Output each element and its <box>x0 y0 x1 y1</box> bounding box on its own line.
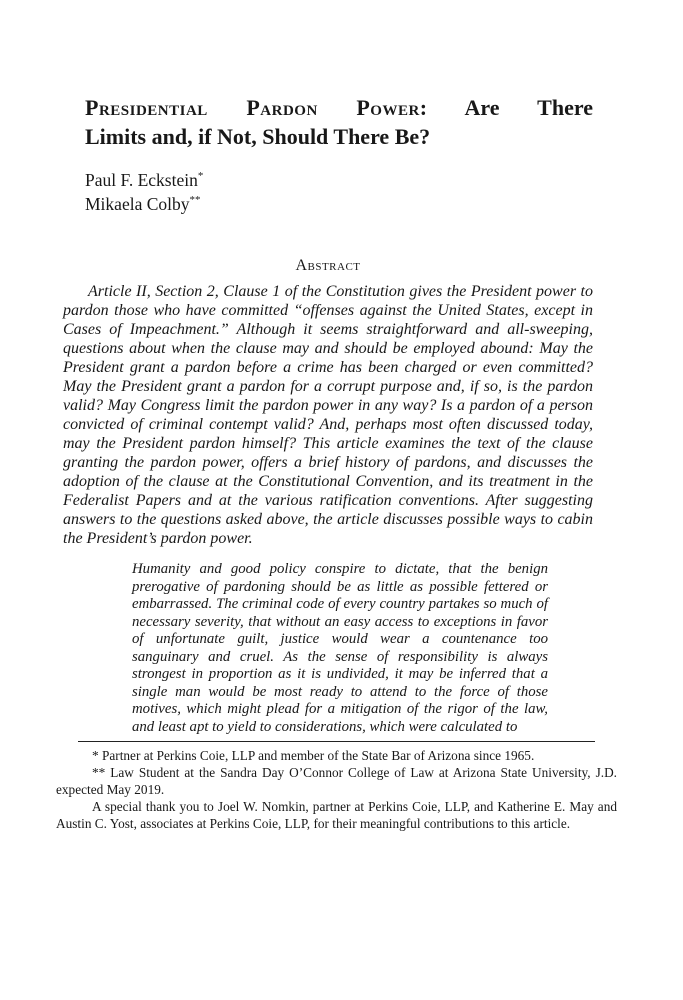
footnote-mark: * <box>92 748 99 763</box>
title-line2: Limits and, if Not, Should There Be? <box>85 124 431 149</box>
footnote <box>56 798 617 832</box>
author-block <box>85 168 593 216</box>
article-title <box>85 0 593 151</box>
footnote-text: A special thank you to Joel W. Nomkin, partner at Perkins Coie, LLP, and Katherine E. May and Austin C. Yost, associates at Perkins Coie, LLP, for their meaningful contributions to this article. <box>56 799 617 831</box>
footnote-separator <box>78 741 595 742</box>
footnote <box>56 764 617 798</box>
abstract-heading-label: Abstract <box>295 257 361 274</box>
footnote-text: Law Student at the Sandra Day O’Connor College of Law at Arizona State University, J.D. expected May 2019. <box>56 765 617 797</box>
footnote <box>56 747 617 764</box>
footnote-block <box>56 747 617 832</box>
block-quote: Humanity and good policy conspire to dictate, that the benign prerogative of pardoning should be as little as possible fettered or embarrassed. The criminal code of every country partakes so much of necessary severity, that without an easy access to exceptions in favor of unfortunate guilt, justice would wear a countenance too sanguinary and cruel. As the sense of responsibility is always strongest in proportion as it is undivided, it may be inferred that a single man would be most ready to attend to the force of those motives, which might plead for a mitigation of the rigor of the law, and least apt to yield to considerations, which were calculated to <box>132 561 548 735</box>
abstract-text: Article II, Section 2, Clause 1 of the Constitution gives the President power to pardon those who have committed “offenses against the United States, except in Cases of Impeachment.” Although it seems straightforward and all-sweeping, questions about when the clause may and should be employed abound: May the President grant a pardon before a crime has been charged or even committed? May the President grant a pardon for a corrupt purpose and, if so, is the pardon valid? May Congress limit the pardon power in any way? Is a pardon of a person convicted of criminal contempt valid? And, perhaps most often discussed today, may the President pardon himself? This article examines the text of the clause granting the pardon power, offers a brief history of pardons, and discusses the adoption of the clause at the Constitutional Convention, and its treatment in the Federalist Papers and at the various ratification conventions. After suggesting answers to the questions asked above, the article discusses possible ways to cabin the President’s pardon power. <box>63 283 593 547</box>
title-line1 <box>85 93 593 122</box>
title-line1-smallcaps: Presidential Pardon Power: <box>85 95 428 120</box>
author-name: Mikaela Colby <box>85 194 190 214</box>
author-line <box>85 192 593 216</box>
footnote-mark: ** <box>92 765 106 780</box>
author-footnote-mark: * <box>197 170 204 183</box>
author-line <box>85 168 593 192</box>
abstract-heading <box>63 256 593 276</box>
footnote-text: Partner at Perkins Coie, LLP and member of the State Bar of Arizona since 1965. <box>101 748 535 763</box>
author-name: Paul F. Eckstein <box>85 170 198 190</box>
title-line1-rest: Are There <box>464 95 593 120</box>
author-footnote-mark: ** <box>189 194 201 207</box>
